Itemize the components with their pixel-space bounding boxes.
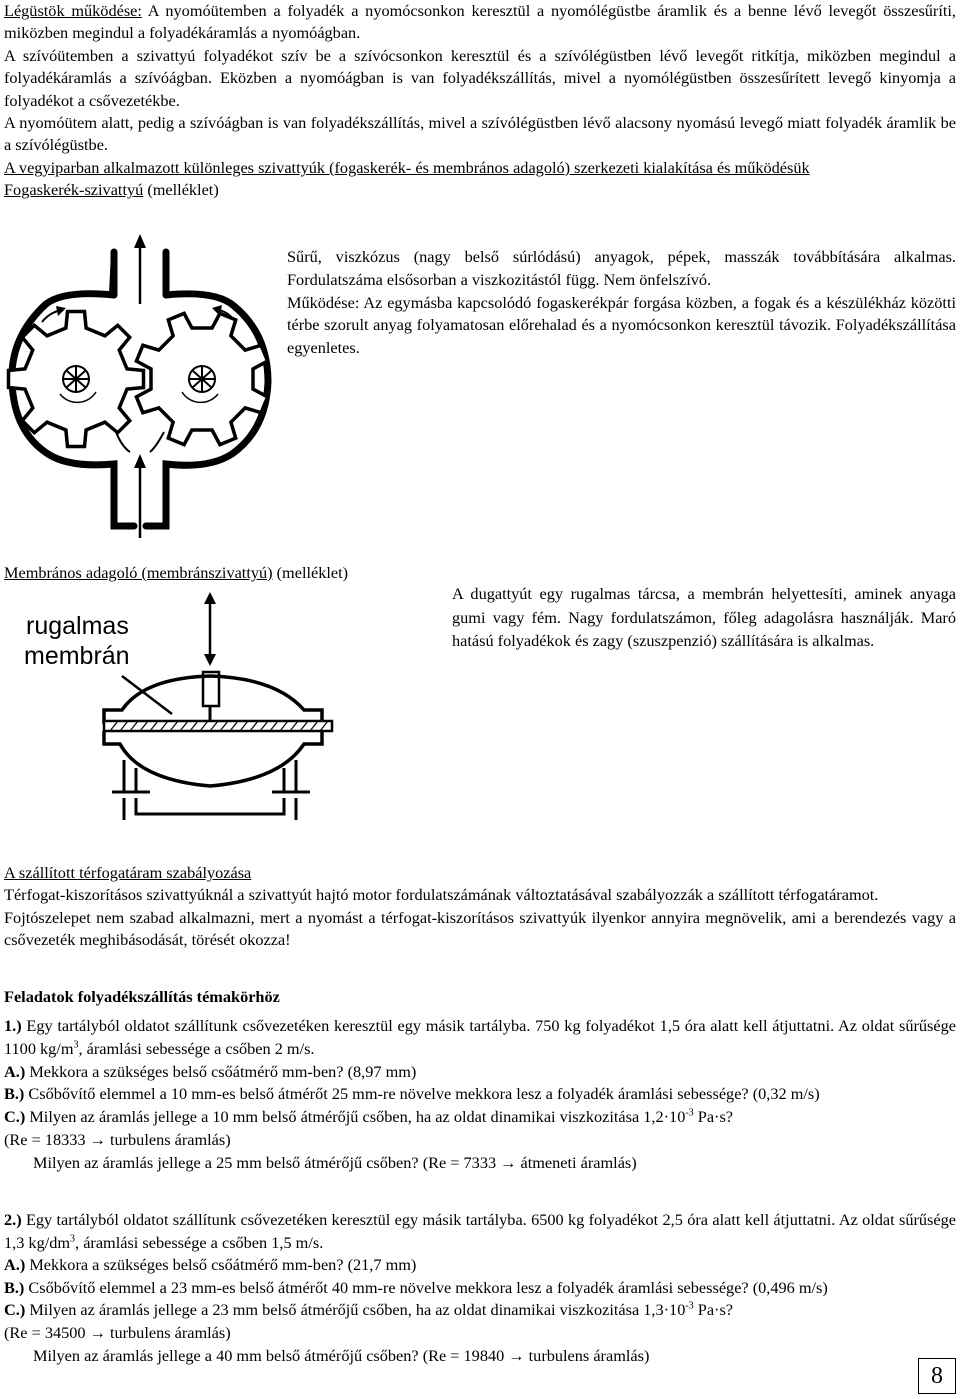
subtask-label: B.): [4, 1277, 25, 1297]
superscript: -3: [685, 1300, 694, 1312]
subtask-label: B.): [4, 1084, 25, 1104]
subtask-text: Csőbővítő elemmel a 23 mm-es belső átmérőt 40 mm-re növelve mekkora lesz a folyadék áramlási sebessége? (0,496 m/s): [24, 1277, 828, 1297]
task-text: , áramlási sebessége a csőben 2 m/s.: [78, 1038, 315, 1058]
paragraph-suction-stroke: A szívóütemben a szivattyú folyadékot szív be a szívócsonkon keresztül és a szívólégüstben lévő levegőt ritkítja, miközben megindul a folyadékáramlás a szívóágban. Eközben a nyomóágban is van folyadékszállítás, mivel a nyomólégüstben összesűrített levegő kinyomja a folyadékot a csővezetékbe.: [4, 45, 956, 110]
heading-regulation: A szállított térfogatáram szabályozása: [4, 863, 252, 882]
heading-air-chambers: Légüstök működése:: [4, 1, 142, 20]
paragraph-pressure-stroke: A nyomóütem alatt, pedig a szívóágban is van folyadékszállítás, mivel a szívólégüstben lévő alacsony nyomású levegő miatt folyadék áramlik be a szívólégüstbe.: [4, 113, 956, 155]
subtask-text: Milyen az áramlás jellege a 23 mm belső átmérőjű csőben, ha az oldat dinamikai viszkozitása 1,3·10: [25, 1300, 686, 1320]
task-2-intro: [4, 1209, 956, 1254]
heading-membrane: Membrános adagoló (membránszivattyú): [4, 563, 273, 582]
heading-membrane-line: [4, 562, 348, 584]
tasks-title: Feladatok folyadékszállítás témakörhöz: [4, 987, 280, 1006]
task-1-c: [4, 1106, 956, 1129]
subtask-text: Mekkora a szükséges belső csőátmérő mm-ben? (8,97 mm): [25, 1061, 417, 1081]
membrane-text: A dugattyút egy rugalmas tárcsa, a membrán helyettesíti, aminek anyaga gumi vagy fém. Nagy fordulatszámon, főleg adagolásra használják. Maró hatású folyadékok és zagy (szuszpenzió) szállítására is alkalmas.: [452, 584, 956, 650]
task-number: 1.): [4, 1016, 22, 1035]
task-2: [4, 1209, 956, 1367]
gear-pump-description: [287, 246, 956, 360]
subtask-label: C.): [4, 1107, 26, 1127]
membrane-pump-diagram: [14, 592, 414, 832]
regulation-text-1: Térfogat-kiszorításos szivattyúknál a szivattyút hajtó motor fordulatszámának változtatásával szabályozzák a szállított térfogatáramot.: [4, 885, 879, 905]
subtask-label: A.): [4, 1061, 26, 1081]
subtask-text: Csőbővítő elemmel a 10 mm-es belső átmérőt 25 mm-re növelve mekkora lesz a folyadék áramlási sebessége? (0,32 m/s): [24, 1084, 820, 1104]
top-text: [4, 0, 956, 202]
task-text: Egy tartályból oldatot szállítunk csővezetéken keresztül egy másik tartályba. 750 kg folyadékot 1,5 óra alatt kell átjuttatni. Az oldat sűrűsége 1100 kg/m: [4, 1016, 956, 1058]
task-text: , áramlási sebessége a csőben 1,5 m/s.: [75, 1232, 324, 1252]
subtask-label: C.): [4, 1300, 26, 1320]
heading-gear-pump-line: [4, 179, 956, 201]
task-1-a: [4, 1061, 956, 1084]
membrane-description: [452, 582, 956, 653]
subtask-text: Milyen az áramlás jellege a 10 mm belső átmérőjű csőben, ha az oldat dinamikai viszkozitása 1,2·10: [25, 1107, 686, 1127]
task-2-c-answer: (Re = 34500 → turbulens áramlás): [4, 1322, 231, 1342]
attachment-note: (melléklet): [143, 180, 219, 200]
task-2-b: [4, 1277, 956, 1300]
task-1-c-more: Milyen az áramlás jellege a 25 mm belső átmérőjű csőben? (Re = 7333 → átmeneti áramlás): [33, 1152, 637, 1172]
subtask-label: A.): [4, 1255, 26, 1275]
regulation-section: [4, 862, 956, 952]
membrane-label-line1: rugalmas: [26, 612, 129, 640]
heading-gear-pump: Fogaskerék-szivattyú: [4, 180, 144, 200]
attachment-note: (melléklet): [272, 563, 349, 582]
task-1-c-answer: (Re = 18333 → turbulens áramlás): [4, 1129, 231, 1149]
superscript: 3: [73, 1039, 79, 1051]
gear-pump-usage: Sűrű, viszkózus (nagy belső súrlódású) anyagok, pépek, masszák továbbítására alkalmas. Fordulatszáma elsősorban a viszkozitástól függ. Nem önfelszívó.: [287, 247, 956, 289]
task-1: [4, 1015, 956, 1175]
paragraph-air-chambers: [4, 0, 956, 45]
task-text: Egy tartályból oldatot szállítunk csővezetéken keresztül egy másik tartályba. 6500 kg folyadékot 2,5 óra alatt kell átjuttatni. Az oldat sűrűsége 1,3 kg/dm: [4, 1210, 956, 1252]
paragraph-text: A nyomóütemben a folyadék a nyomócsonkon keresztül a nyomólégüstbe áramlik és a benne lévő levegőt összesűríti, miközben megindul a folyadékáramlás a nyomóágban.: [4, 1, 956, 43]
superscript: 3: [70, 1233, 76, 1245]
membrane-label-line2: membrán: [24, 642, 130, 670]
subtask-text: Mekkora a szükséges belső csőátmérő mm-ben? (21,7 mm): [25, 1255, 417, 1275]
subtask-text: Pa·s?: [693, 1107, 734, 1127]
task-2-a: [4, 1254, 956, 1277]
gear-pump-diagram: [4, 232, 276, 544]
task-number: 2.): [4, 1210, 22, 1229]
heading-special-pumps: A vegyiparban alkalmazott különleges szivattyúk (fogaskerék- és membrános adagoló) szerkezeti kialakítása és működésük: [4, 157, 810, 177]
task-1-b: [4, 1083, 956, 1106]
task-2-c-more: Milyen az áramlás jellege a 40 mm belső átmérőjű csőben? (Re = 19840 → turbulens áramlás): [33, 1345, 650, 1365]
regulation-text-2: Fojtószelepet nem szabad alkalmazni, mert a nyomást a térfogat-kiszorításos szivattyúk ilyenkor annyira megnövelik, ami a berendezés vagy a csővezeték meghibásodását, törését okozza!: [4, 907, 956, 950]
superscript: -3: [685, 1107, 694, 1119]
task-1-intro: [4, 1015, 956, 1061]
page-number: 8: [918, 1358, 956, 1394]
gear-pump-operation: Működése: Az egymásba kapcsolódó fogaskerékpár forgása közben, a fogak és a készülékház közötti térbe szorult anyag folyamatosan előrehalad és a nyomócsonkon keresztül távozik. Folyadékszállítása egyenletes.: [287, 292, 956, 358]
task-2-c: [4, 1299, 956, 1322]
subtask-text: Pa·s?: [693, 1300, 734, 1320]
